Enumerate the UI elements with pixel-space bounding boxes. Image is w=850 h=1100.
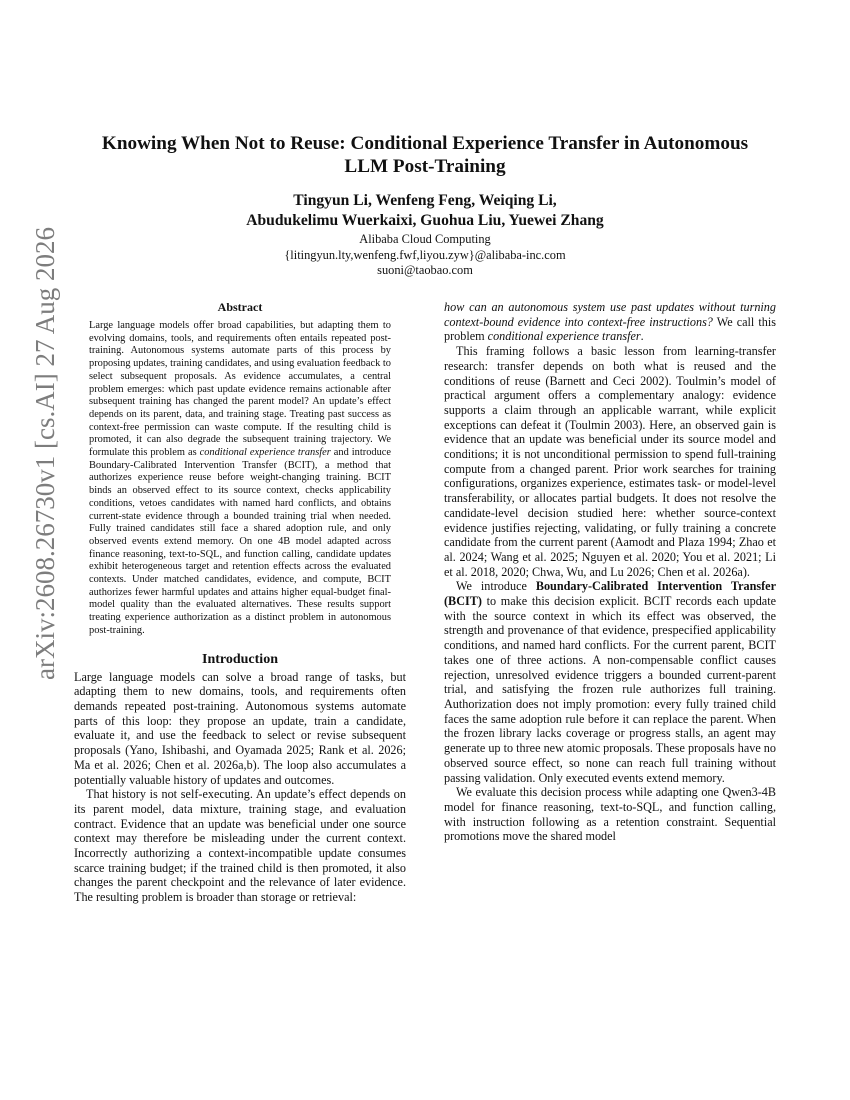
intro-paragraph-4-body: to make this decision explicit. BCIT records each update with the source context in which its effect was observed, the strength and provenance of that evidence, prespecified applicability conditions, and named hard conflicts. For the current parent, BCIT takes one of three actions. A non-compensable conflict causes rejection, unresolved evidence triggers a bounded current-parent trial, and satisfying the frozen rule authorizes full training. Authorization does not imply promotion: every fully trained child faces the same adoption rule before it can replace the parent. When the frozen library lacks coverage or progress stalls, an agent may generate up to three new atomic proposals. These proposals have no observed source effect, so none can reach full training without passing validation. Only executed events extend memory. — [444, 594, 776, 785]
abstract-text-1: Large language models offer broad capabilities, but adapting them to evolving domains, tools, and requirements often entails repeated post-training. Autonomous systems automate parts of this process by proposing updates, training candidates, and using evaluation feedback to select subsequent proposals. As evidence accumulates, a central problem emerges: which past update evidence remains actionable after subsequent training has changed the parent model? An update’s effect depends on its parent, data, and training stage. Treating past success as context-free permission can waste compute. If the resulting child is promoted, it can also degrade the subsequent training trajectory. We formulate this problem as — [89, 320, 391, 459]
intro-paragraph-4 — [444, 579, 776, 785]
method-name: Boundary-Calibrated Intervention Transfer (BCIT) — [444, 579, 776, 609]
affiliation-emails-1: {litingyun.lty,wenfeng.fwf,liyou.zyw}@alibaba-inc.com — [284, 247, 566, 262]
left-column — [74, 300, 406, 905]
paper-title-line-2: LLM Post-Training — [344, 156, 506, 177]
paper-title — [74, 132, 776, 178]
author-line-1: Tingyun Li, Wenfeng Feng, Weiqing Li, — [293, 192, 557, 209]
abstract-text-2: and introduce Boundary-Calibrated Intervention Transfer (BCIT), a method that authorizes experience reuse before weight-changing training. BCIT binds an observed effect to its source context, checks applicability conditions, vetoes candidates with named hard conflicts, and obtains current-state evidence through a bounded training trial when needed. Fully trained candidates still face a shared adoption rule, and only observed events extend memory. On one 4B model adapted across finance reasoning, text-to-SQL, and function calling, candidate updates exhibit heterogeneous target and retention effects across the evaluated contexts. Under matched candidates, evidence, and compute, BCIT authorizes fewer harmful updates and attains higher equal-budget final-model quality than the evaluated alternatives. These results support treating experience authorization as a distinct problem in autonomous post-training. — [89, 447, 392, 636]
right-column — [444, 300, 776, 844]
intro-paragraph-2-end: . — [640, 329, 644, 344]
research-question: how can an autonomous system use past updates without turning context-bound evidence into context-free instructions? — [444, 300, 776, 329]
author-line-2: Abudukelimu Wuerkaixi, Guohua Liu, Yuewei Zhang — [246, 212, 604, 229]
intro-paragraph-5: We evaluate this decision process while adapting one Qwen3-4B model for finance reasoning, text-to-SQL, and function calling, with instruction following as a retention constraint. Sequential promotions move the shared model — [444, 785, 776, 844]
abstract-term: conditional experience transfer — [199, 447, 331, 459]
arxiv-identifier: arXiv:2608.26730v1 [cs.AI] 27 Aug 2026 — [30, 227, 60, 680]
introduction-heading: Introduction — [202, 651, 278, 667]
arxiv-sidebar — [30, 227, 60, 680]
paper-title-line-1: Knowing When Not to Reuse: Conditional Experience Transfer in Autonomous — [101, 133, 749, 154]
author-list — [74, 191, 776, 231]
intro-paragraph-2-tail: We call this problem — [444, 314, 776, 344]
affiliation-block — [74, 232, 776, 279]
affiliation-emails-2: suoni@taobao.com — [377, 263, 473, 277]
abstract-heading: Abstract — [217, 300, 263, 314]
intro-paragraph-4-lead: We introduce — [456, 579, 536, 594]
intro-paragraph-1: Large language models can solve a broad range of tasks, but adapting them to new domains, tools, and requirements often demands repeated post-training. Autonomous systems automate parts of this loop: they propose an update, train a candidate, evaluate it, and use the feedback to select or revise subsequent proposals (Yano, Ishibashi, and Oyamada 2025; Rank et al. 2026; Ma et al. 2026; Chen et al. 2026a,b). The loop also accumulates a potentially valuable history of updates and outcomes. — [74, 669, 406, 787]
affiliation-org: Alibaba Cloud Computing — [359, 232, 491, 246]
intro-paragraph-3: This framing follows a basic lesson from learning-transfer research: transfer depends on both what is reused and the conditions of reuse (Barnett and Ceci 2002). Toulmin’s model of practical argument offers a complementary analogy: evidence supports a claim through an applicable warrant, while explicit exceptions can defeat it (Toulmin 2003). Here, an observed gain is evidence that an update was beneficial under its source model and conditions; it is not unconditional permission to spend full-training compute from a changed parent. Prior work searches for training configurations, organizes experience, estimates task- or model-level transferability, or allocates partial budgets. It does not resolve the candidate-level decision studied here: whether source-context evidence justifies rejecting, validating, or fully training a concrete candidate from the current parent (Aamodt and Plaza 1994; Zhao et al. 2024; Wang et al. 2025; Nguyen et al. 2020; You et al. 2021; Li et al. 2018, 2020; Chwa, Wu, and Lu 2026; Chen et al. 2026a). — [444, 344, 776, 579]
intro-paragraph-2-continued — [444, 300, 776, 344]
intro-paragraph-2: That history is not self-executing. An update’s effect depends on its parent model, data mixture, training stage, and evaluation contract. Evidence that an update was beneficial under one source context may therefore be misleading under the current context. Incorrectly authorizing a context-incompatible update consumes scarce training budget; if the trained child is then promoted, it also changes the parent checkpoint and the relevance of later evidence. The resulting problem is broader than storage or retrieval: — [74, 787, 406, 905]
problem-term: conditional experience transfer — [487, 329, 641, 344]
abstract-body — [89, 320, 391, 638]
